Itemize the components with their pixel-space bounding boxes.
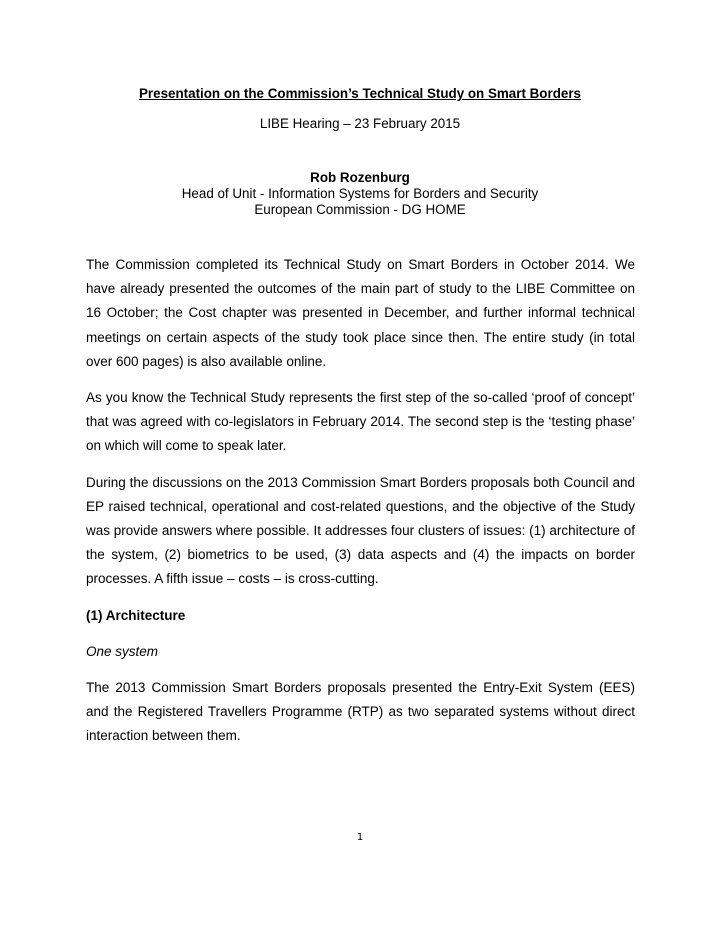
- section-heading: (1) Architecture: [86, 607, 186, 623]
- body-paragraph: As you know the Technical Study represents the first step of the so-called ‘proof of concept’ that was agreed with co-legislators in February 2014. The second step is the ‘testing phase’ on which will come to speak later.: [86, 390, 635, 454]
- document-title: Presentation on the Commission’s Technical Study on Smart Borders: [139, 86, 581, 101]
- body-paragraph: During the discussions on the 2013 Commission Smart Borders proposals both Council and EP raised technical, operational and cost-related questions, and the objective of the Study was provide answers where possible. It addresses four clusters of issues: (1) architecture of the system, (2) biometrics to be used, (3) data aspects and (4) the impacts on border processes. A fifth issue – costs – is cross-cutting.: [86, 474, 635, 587]
- section-paragraph: The 2013 Commission Smart Borders proposals presented the Entry-Exit System (EES) and the Registered Travellers Programme (RTP) as two separated systems without direct interaction between them.: [86, 679, 635, 744]
- document-body: [86, 253, 635, 760]
- body-paragraph: The Commission completed its Technical Study on Smart Borders in October 2014. We have already presented the outcomes of the main part of study to the LIBE Committee on 16 October; the Cost chapter was presented in December, and further informal technical meetings on certain aspects of the study took place since then. The entire study (in total over 600 pages) is also available online.: [86, 257, 635, 369]
- author-name: Rob Rozenburg: [310, 170, 410, 185]
- section-subheading: One system: [86, 643, 159, 659]
- page-number: 1: [356, 832, 364, 843]
- author-organization: European Commission - DG HOME: [254, 202, 466, 217]
- document-subtitle: LIBE Hearing – 23 February 2015: [259, 116, 461, 131]
- author-role: Head of Unit - Information Systems for Borders and Security: [181, 186, 539, 201]
